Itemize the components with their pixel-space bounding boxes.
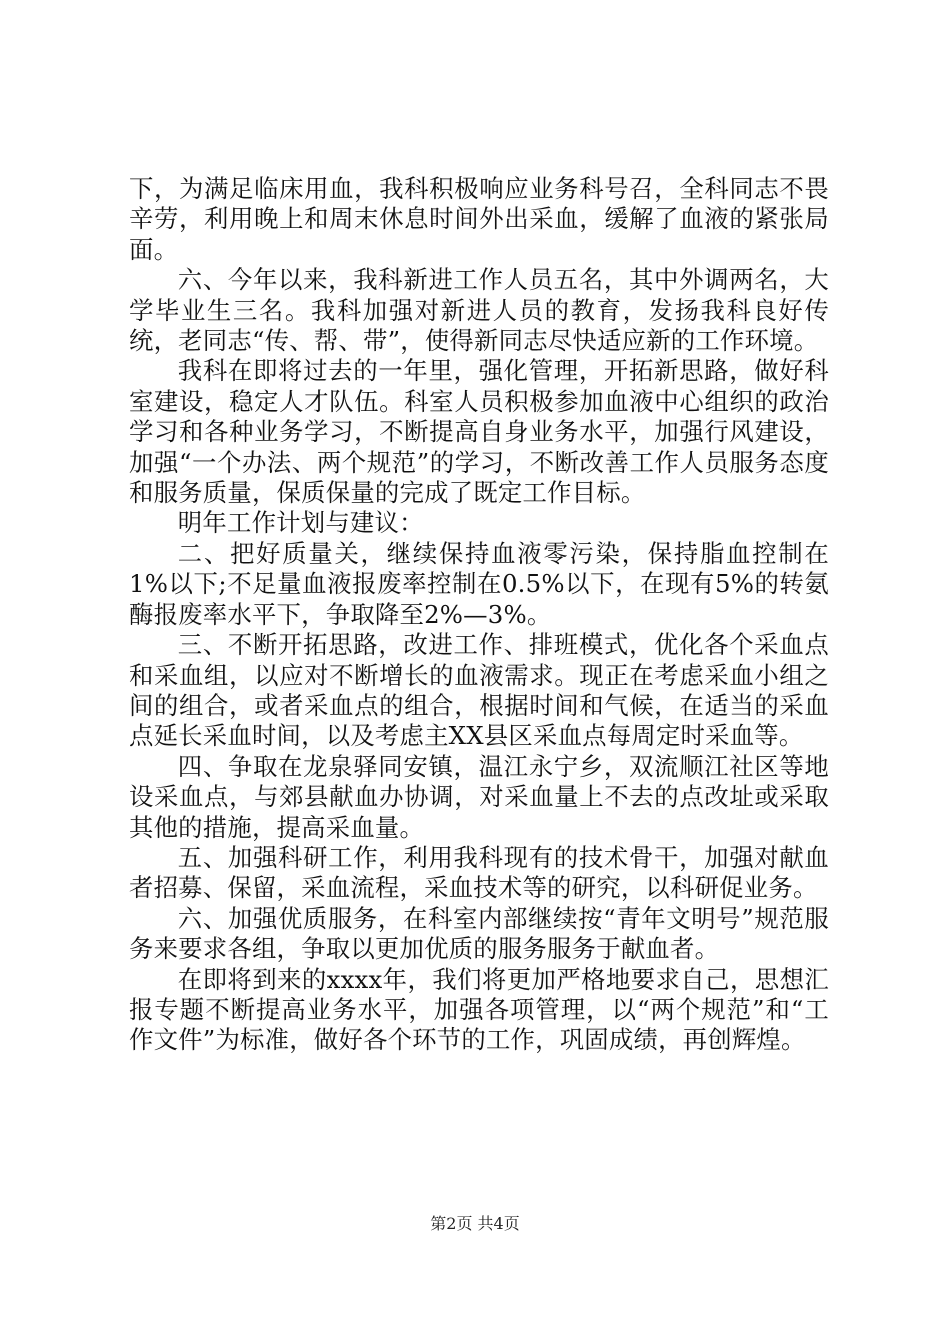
paragraph-new-staff: 六、今年以来，我科新进工作人员五名，其中外调两名，大学毕业生三名。我科加强对新进人员的教育，发扬我科良好传统，老同志“传、帮、带”，使得新同志尽快适应新的工作环境。 <box>129 265 829 356</box>
paragraph-service: 六、加强优质服务，在科室内部继续按“青年文明号”规范服务来要求各组，争取以更加优质的服务服务于献血者。 <box>129 903 829 964</box>
paragraph-collection-points: 四、争取在龙泉驿同安镇，温江永宁乡，双流顺江社区等地设采血点，与郊县献血办协调，对采血量上不去的点改址或采取其他的措施，提高采血量。 <box>129 751 829 842</box>
paragraph-research: 五、加强科研工作，利用我科现有的技术骨干，加强对献血者招募、保留，采血流程，采血技术等的研究，以科研促业务。 <box>129 842 829 903</box>
paragraph-continuation: 下，为满足临床用血，我科积极响应业务科号召，全科同志不畏辛劳，利用晚上和周末休息时间外出采血，缓解了血液的紧张局面。 <box>129 174 829 264</box>
paragraph-quality-control: 二、把好质量关，继续保持血液零污染，保持脂血控制在1%以下;不足量血液报废率控制在0.5%以下，在现有5%的转氨酶报废率水平下，争取降至2%—3%。 <box>129 538 829 629</box>
paragraph-plan-heading: 明年工作计划与建议： <box>177 508 424 538</box>
paragraph-closing: 在即将到来的xxxx年，我们将更加严格地要求自己，思想汇报专题不断提高业务水平，加强各项管理，以“两个规范”和“工作文件”为标准，做好各个环节的工作，巩固成绩，再创辉煌。 <box>129 964 829 1055</box>
paragraph-summary: 我科在即将过去的一年里，强化管理，开拓新思路，做好科室建设，稳定人才队伍。科室人员积极参加血液中心组织的政治学习和各种业务学习，不断提高自身业务水平，加强行风建设，加强“一个办法、两个规范”的学习，不断改善工作人员服务态度和服务质量，保质保量的完成了既定工作目标。 <box>129 356 829 508</box>
document-body <box>129 174 829 1056</box>
page-number-footer: 第2页 共4页 <box>430 1214 520 1233</box>
paragraph-scheduling: 三、不断开拓思路，改进工作、排班模式，优化各个采血点和采血组，以应对不断增长的血液需求。现正在考虑采血小组之间的组合，或者采血点的组合，根据时间和气候，在适当的采血点延长采血时间，以及考虑主XX县区采血点每周定时采血等。 <box>129 630 829 751</box>
